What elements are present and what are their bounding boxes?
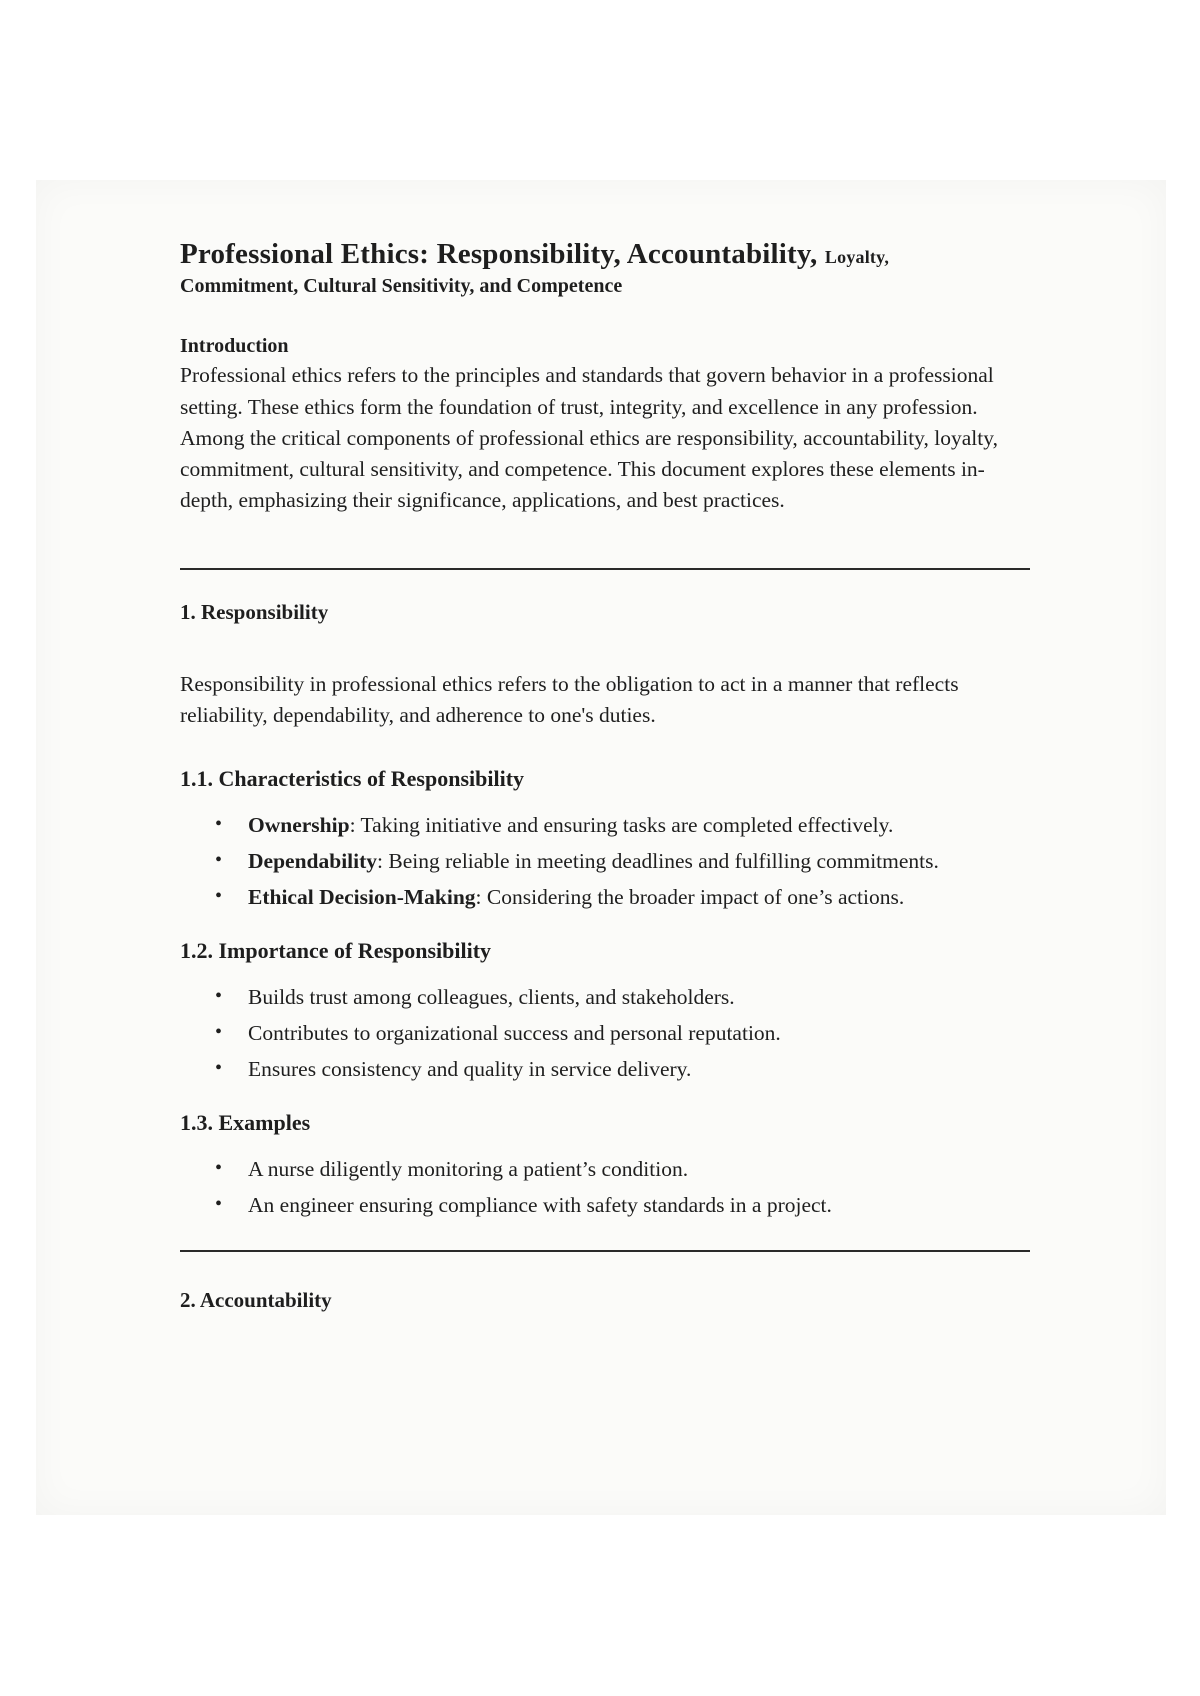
section-heading-accountability: 2. Accountability <box>180 1288 332 1313</box>
list-item <box>215 882 1030 912</box>
importance-list <box>180 982 1030 1084</box>
document-subtitle: Commitment, Cultural Sensitivity, and Competence <box>180 275 623 298</box>
section-divider <box>180 1250 1030 1252</box>
list-item-text: : Being reliable in meeting deadlines and fulfilling commitments. <box>377 848 939 873</box>
bullet-icon: • <box>215 1020 223 1043</box>
bullet-icon: • <box>215 884 223 907</box>
list-item <box>215 1054 1030 1084</box>
bullet-icon: • <box>215 1193 223 1216</box>
list-item-text: An engineer ensuring compliance with safety standards in a project. <box>248 1193 832 1218</box>
subheading-importance: 1.2. Importance of Responsibility <box>180 937 492 963</box>
examples-list <box>180 1154 1030 1220</box>
list-item-text: A nurse diligently monitoring a patient’s condition. <box>248 1157 689 1182</box>
list-item-text: Contributes to organizational success and personal reputation. <box>248 1020 781 1045</box>
bullet-icon: • <box>215 1157 223 1180</box>
list-item-text: Builds trust among colleagues, clients, and stakeholders. <box>248 984 735 1009</box>
list-item-term: Ethical Decision-Making <box>248 884 476 909</box>
document-title <box>180 238 1030 271</box>
list-item-text: Ensures consistency and quality in service delivery. <box>248 1057 692 1082</box>
title-main: Professional Ethics: Responsibility, Accountability, <box>180 238 818 270</box>
document-body <box>180 238 1030 1313</box>
list-item <box>215 1190 1030 1220</box>
list-item <box>215 982 1030 1012</box>
list-item <box>215 846 1030 876</box>
introduction-heading: Introduction <box>180 335 289 358</box>
list-item-text: : Considering the broader impact of one’s actions. <box>475 884 905 909</box>
list-item <box>215 1154 1030 1184</box>
bullet-icon: • <box>215 848 223 871</box>
section-heading-responsibility: 1. Responsibility <box>180 600 329 625</box>
section-divider <box>180 568 1030 570</box>
list-item-term: Dependability <box>248 848 378 873</box>
list-item-term: Ownership <box>248 812 350 837</box>
responsibility-paragraph: Responsibility in professional ethics refers to the obligation to act in a manner that reflects reliability, dependability, and adherence to one's duties. <box>180 672 959 728</box>
introduction-paragraph: Professional ethics refers to the principles and standards that govern behavior in a professional setting. These ethics form the foundation of trust, integrity, and excellence in any profession. Among the critical components of professional ethics are responsibility, accountability, loyalty, commitment, cultural sensitivity, and competence. This document explores these elements in-depth, emphasizing their significance, applications, and best practices. <box>180 363 998 513</box>
list-item-text: : Taking initiative and ensuring tasks are completed effectively. <box>349 812 894 837</box>
bullet-icon: • <box>215 812 223 835</box>
bullet-icon: • <box>215 1057 223 1080</box>
subheading-characteristics: 1.1. Characteristics of Responsibility <box>180 765 525 791</box>
bullet-icon: • <box>215 984 223 1007</box>
list-item <box>215 810 1030 840</box>
title-main-small: Loyalty, <box>824 247 890 267</box>
list-item <box>215 1018 1030 1048</box>
subheading-examples: 1.3. Examples <box>180 1110 311 1136</box>
characteristics-list <box>180 810 1030 912</box>
